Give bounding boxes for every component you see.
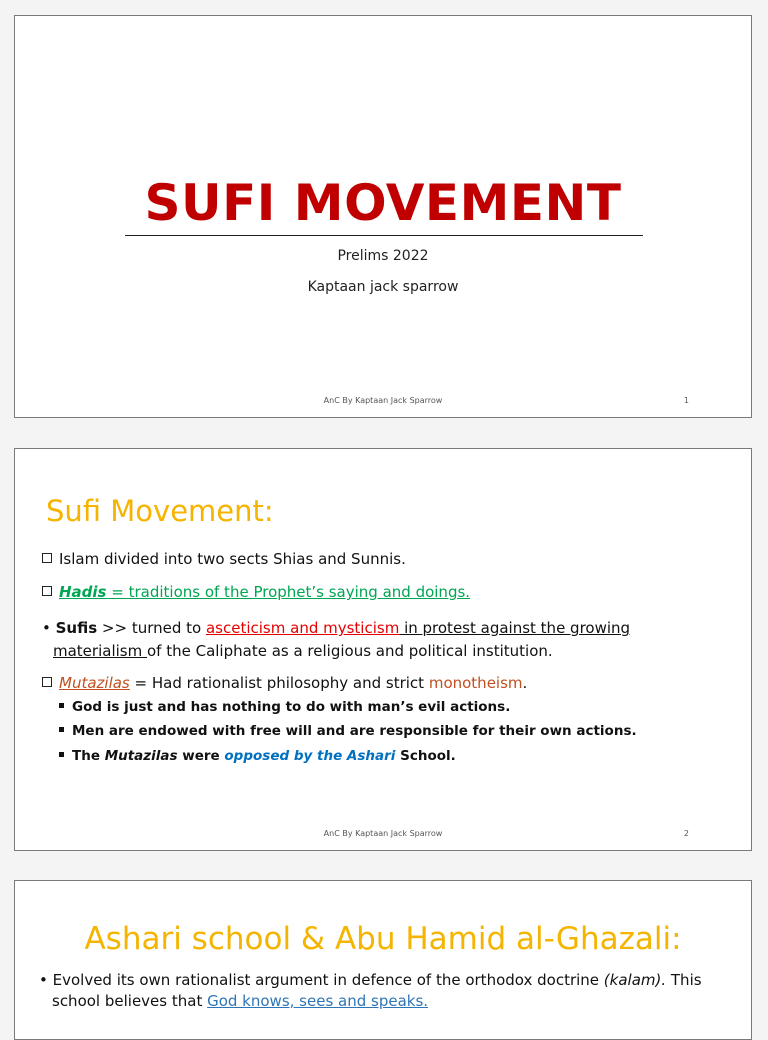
sub-bullet-ashari: The Mutazilas were opposed by the Ashari School. [59,748,456,764]
bullet-sufis-cont: materialism of the Caliphate as a religious and political institution. [53,642,553,660]
slide-footer: AnC By Kaptaan Jack Sparrow [323,829,443,838]
paragraph-line-1: • Evolved its own rationalist argument in defence of the orthodox doctrine (kalam). This [39,971,702,989]
slide-heading: Sufi Movement: [46,494,274,528]
sub-bullet-free-will: Men are endowed with free will and are responsible for their own actions. [59,723,637,739]
god-knows-link[interactable]: God knows, sees and speaks. [207,992,429,1010]
paragraph-line-2: school believes that God knows, sees and speaks. [52,992,429,1010]
slide-footer: AnC By Kaptaan Jack Sparrow [323,396,443,405]
bullet-hadis: Hadis = traditions of the Prophet’s saying and doings. [42,583,731,601]
dot-bullet-icon: • [39,971,53,989]
slide-heading: Ashari school & Abu Hamid al-Ghazali: [84,921,682,957]
checkbox-bullet-icon [42,586,52,596]
bullet-mutazilas: Mutazilas = Had rationalist philosophy and strict monotheism. [42,674,731,692]
subtitle-author: Kaptaan jack sparrow [307,279,459,295]
slide-3 [14,880,752,1040]
square-bullet-icon [59,727,64,732]
title-underline [125,235,643,236]
subtitle-prelims: Prelims 2022 [337,248,429,264]
dot-bullet-icon: • [42,619,56,637]
bullet-sects: Islam divided into two sects Shias and Sunnis. [42,550,731,568]
square-bullet-icon [59,703,64,708]
checkbox-bullet-icon [42,553,52,563]
slide-1 [14,15,752,418]
page-number: 2 [683,829,689,838]
square-bullet-icon [59,752,64,757]
page-number: 1 [683,396,689,405]
checkbox-bullet-icon [42,677,52,687]
slide-title: SUFI MOVEMENT [144,174,622,232]
sub-bullet-god-just: God is just and has nothing to do with man’s evil actions. [59,699,510,715]
bullet-sufis: • Sufis >> turned to asceticism and mysticism in protest against the growing [42,619,631,637]
slide-2 [14,448,752,851]
